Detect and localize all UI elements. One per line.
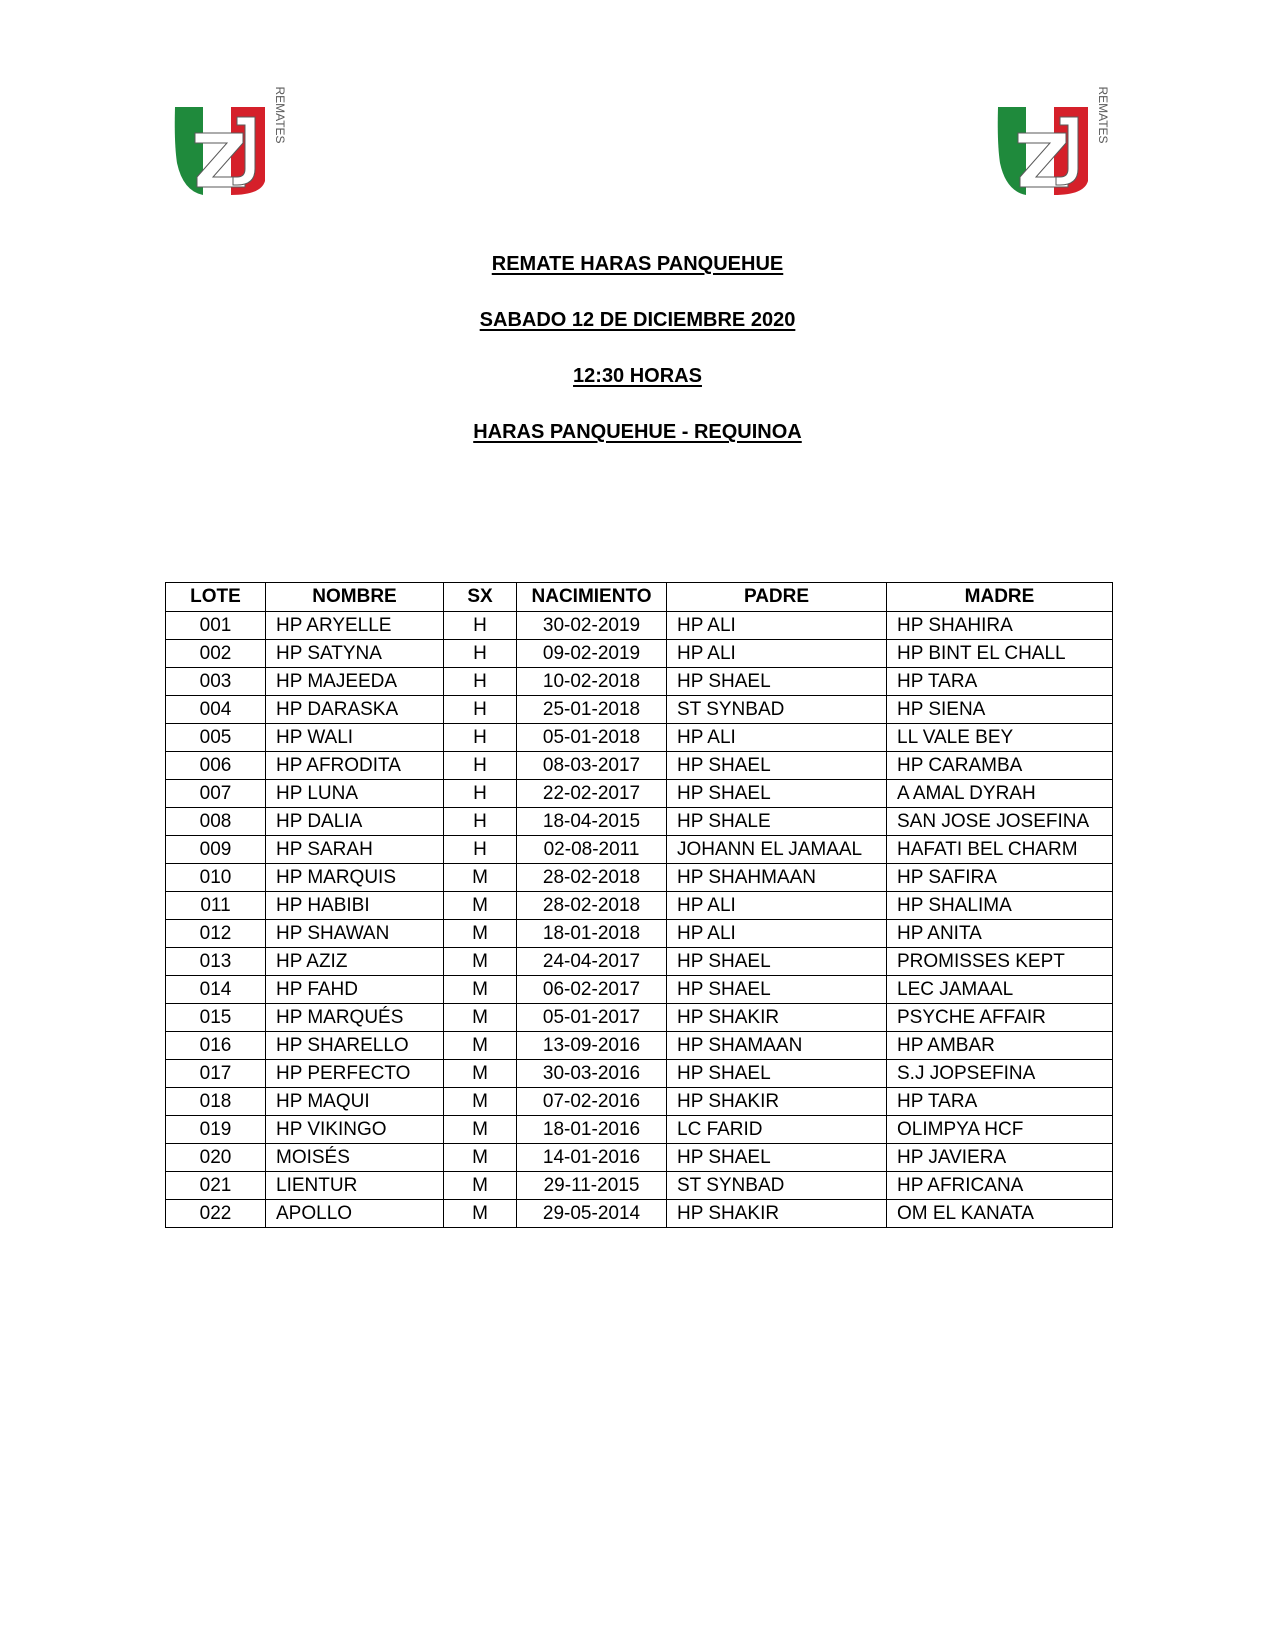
auction-date: SABADO 12 DE DICIEMBRE 2020 [479, 309, 796, 331]
table-row [166, 1088, 1113, 1116]
lote-cell: 016 [166, 1032, 266, 1060]
madre-cell: HP SHALIMA [887, 892, 1113, 920]
padre-cell: HP ALI [667, 640, 887, 668]
padre-cell: HP ALI [667, 920, 887, 948]
table-row [166, 1004, 1113, 1032]
table-row [166, 640, 1113, 668]
nombre-cell: HP SHAWAN [266, 920, 444, 948]
column-header-sx: SX [444, 583, 517, 612]
lote-cell: 011 [166, 892, 266, 920]
lote-cell: 012 [166, 920, 266, 948]
nombre-cell: HP VIKINGO [266, 1116, 444, 1144]
table-body [166, 612, 1113, 1228]
page-title: REMATE HARAS PANQUEHUE [491, 253, 784, 275]
madre-cell: PROMISSES KEPT [887, 948, 1113, 976]
sx-cell: M [444, 1004, 517, 1032]
padre-cell: HP SHAKIR [667, 1088, 887, 1116]
madre-cell: HP CARAMBA [887, 752, 1113, 780]
table-row [166, 1172, 1113, 1200]
lote-cell: 004 [166, 696, 266, 724]
nombre-cell: HP SARAH [266, 836, 444, 864]
nacimiento-cell: 28-02-2018 [517, 892, 667, 920]
lote-cell: 021 [166, 1172, 266, 1200]
sx-cell: H [444, 640, 517, 668]
nombre-cell: LIENTUR [266, 1172, 444, 1200]
nacimiento-cell: 10-02-2018 [517, 668, 667, 696]
padre-cell: HP ALI [667, 724, 887, 752]
sx-cell: M [444, 1200, 517, 1228]
nombre-cell: HP SHARELLO [266, 1032, 444, 1060]
nombre-cell: HP MAQUI [266, 1088, 444, 1116]
nacimiento-cell: 25-01-2018 [517, 696, 667, 724]
sx-cell: M [444, 892, 517, 920]
nombre-cell: HP ARYELLE [266, 612, 444, 640]
nacimiento-cell: 18-04-2015 [517, 808, 667, 836]
nombre-cell: HP PERFECTO [266, 1060, 444, 1088]
table-row [166, 752, 1113, 780]
nombre-cell: HP MAJEEDA [266, 668, 444, 696]
madre-cell: HP AFRICANA [887, 1172, 1113, 1200]
sx-cell: M [444, 948, 517, 976]
table-row [166, 808, 1113, 836]
lote-cell: 022 [166, 1200, 266, 1228]
sx-cell: M [444, 976, 517, 1004]
zj-remates-logo [173, 86, 287, 199]
madre-cell: PSYCHE AFFAIR [887, 1004, 1113, 1032]
nombre-cell: HP AFRODITA [266, 752, 444, 780]
lots-table [165, 582, 1113, 1228]
nacimiento-cell: 05-01-2018 [517, 724, 667, 752]
table-row [166, 612, 1113, 640]
nacimiento-cell: 30-03-2016 [517, 1060, 667, 1088]
nombre-cell: HP MARQUÉS [266, 1004, 444, 1032]
sx-cell: H [444, 808, 517, 836]
sx-cell: M [444, 1032, 517, 1060]
nacimiento-cell: 29-05-2014 [517, 1200, 667, 1228]
nacimiento-cell: 18-01-2016 [517, 1116, 667, 1144]
nombre-cell: HP MARQUIS [266, 864, 444, 892]
table-row [166, 1032, 1113, 1060]
padre-cell: HP SHAEL [667, 1060, 887, 1088]
padre-cell: HP SHAEL [667, 752, 887, 780]
table-row [166, 780, 1113, 808]
sx-cell: H [444, 780, 517, 808]
nacimiento-cell: 28-02-2018 [517, 864, 667, 892]
table-row [166, 1060, 1113, 1088]
sx-cell: H [444, 696, 517, 724]
nacimiento-cell: 24-04-2017 [517, 948, 667, 976]
nombre-cell: HP FAHD [266, 976, 444, 1004]
auction-location: HARAS PANQUEHUE - REQUINOA [473, 421, 802, 443]
lote-cell: 015 [166, 1004, 266, 1032]
nacimiento-cell: 07-02-2016 [517, 1088, 667, 1116]
lote-cell: 010 [166, 864, 266, 892]
sx-cell: M [444, 1088, 517, 1116]
nacimiento-cell: 29-11-2015 [517, 1172, 667, 1200]
nacimiento-cell: 06-02-2017 [517, 976, 667, 1004]
padre-cell: HP SHAEL [667, 668, 887, 696]
nacimiento-cell: 14-01-2016 [517, 1144, 667, 1172]
nombre-cell: HP WALI [266, 724, 444, 752]
nombre-cell: HP AZIZ [266, 948, 444, 976]
padre-cell: HP SHAEL [667, 948, 887, 976]
madre-cell: LL VALE BEY [887, 724, 1113, 752]
table-row [166, 948, 1113, 976]
column-header-nombre: NOMBRE [266, 583, 444, 612]
lote-cell: 005 [166, 724, 266, 752]
table-row [166, 1144, 1113, 1172]
sx-cell: H [444, 752, 517, 780]
nombre-cell: HP SATYNA [266, 640, 444, 668]
lote-cell: 020 [166, 1144, 266, 1172]
table-row [166, 836, 1113, 864]
sx-cell: H [444, 612, 517, 640]
sx-cell: H [444, 668, 517, 696]
table-row [166, 1200, 1113, 1228]
nacimiento-cell: 09-02-2019 [517, 640, 667, 668]
auction-time: 12:30 HORAS [573, 365, 702, 387]
nacimiento-cell: 08-03-2017 [517, 752, 667, 780]
nombre-cell: APOLLO [266, 1200, 444, 1228]
madre-cell: HP TARA [887, 1088, 1113, 1116]
padre-cell: HP SHAMAAN [667, 1032, 887, 1060]
table-row [166, 976, 1113, 1004]
madre-cell: HP SHAHIRA [887, 612, 1113, 640]
nombre-cell: HP LUNA [266, 780, 444, 808]
nacimiento-cell: 02-08-2011 [517, 836, 667, 864]
madre-cell: SAN JOSE JOSEFINA [887, 808, 1113, 836]
padre-cell: HP SHAKIR [667, 1200, 887, 1228]
padre-cell: HP SHAEL [667, 976, 887, 1004]
table-row [166, 724, 1113, 752]
table-header-row [166, 583, 1113, 612]
lote-cell: 013 [166, 948, 266, 976]
logo-text: REMATES [273, 86, 287, 144]
madre-cell: LEC JAMAAL [887, 976, 1113, 1004]
madre-cell: OLIMPYA HCF [887, 1116, 1113, 1144]
madre-cell: HP BINT EL CHALL [887, 640, 1113, 668]
padre-cell: HP SHALE [667, 808, 887, 836]
madre-cell: HP JAVIERA [887, 1144, 1113, 1172]
nombre-cell: HP DALIA [266, 808, 444, 836]
logo-left [173, 86, 287, 199]
table-row [166, 920, 1113, 948]
sx-cell: M [444, 1172, 517, 1200]
column-header-lote: LOTE [166, 583, 266, 612]
lote-cell: 001 [166, 612, 266, 640]
sx-cell: M [444, 1144, 517, 1172]
madre-cell: A AMAL DYRAH [887, 780, 1113, 808]
madre-cell: HP ANITA [887, 920, 1113, 948]
lote-cell: 003 [166, 668, 266, 696]
madre-cell: HP TARA [887, 668, 1113, 696]
sx-cell: H [444, 836, 517, 864]
logo-text: REMATES [1096, 86, 1110, 144]
zj-remates-logo [996, 86, 1110, 199]
column-header-madre: MADRE [887, 583, 1113, 612]
padre-cell: HP ALI [667, 612, 887, 640]
lote-cell: 009 [166, 836, 266, 864]
padre-cell: LC FARID [667, 1116, 887, 1144]
nombre-cell: HP HABIBI [266, 892, 444, 920]
padre-cell: HP SHAHMAAN [667, 864, 887, 892]
nacimiento-cell: 22-02-2017 [517, 780, 667, 808]
padre-cell: HP SHAEL [667, 1144, 887, 1172]
padre-cell: ST SYNBAD [667, 696, 887, 724]
madre-cell: OM EL KANATA [887, 1200, 1113, 1228]
lote-cell: 006 [166, 752, 266, 780]
lote-cell: 017 [166, 1060, 266, 1088]
lote-cell: 019 [166, 1116, 266, 1144]
madre-cell: HP AMBAR [887, 1032, 1113, 1060]
column-header-padre: PADRE [667, 583, 887, 612]
column-header-nacimiento: NACIMIENTO [517, 583, 667, 612]
sx-cell: M [444, 1116, 517, 1144]
sx-cell: M [444, 864, 517, 892]
nacimiento-cell: 30-02-2019 [517, 612, 667, 640]
lote-cell: 002 [166, 640, 266, 668]
padre-cell: HP ALI [667, 892, 887, 920]
padre-cell: HP SHAKIR [667, 1004, 887, 1032]
table-row [166, 696, 1113, 724]
lote-cell: 014 [166, 976, 266, 1004]
madre-cell: HP SIENA [887, 696, 1113, 724]
sx-cell: M [444, 1060, 517, 1088]
table-row [166, 864, 1113, 892]
table-row [166, 668, 1113, 696]
nombre-cell: HP DARASKA [266, 696, 444, 724]
padre-cell: ST SYNBAD [667, 1172, 887, 1200]
nacimiento-cell: 13-09-2016 [517, 1032, 667, 1060]
table-row [166, 892, 1113, 920]
padre-cell: JOHANN EL JAMAAL [667, 836, 887, 864]
lote-cell: 007 [166, 780, 266, 808]
madre-cell: HAFATI BEL CHARM [887, 836, 1113, 864]
sx-cell: H [444, 724, 517, 752]
lote-cell: 008 [166, 808, 266, 836]
lote-cell: 018 [166, 1088, 266, 1116]
table-row [166, 1116, 1113, 1144]
logo-right [996, 86, 1110, 199]
madre-cell: S.J JOPSEFINA [887, 1060, 1113, 1088]
sx-cell: M [444, 920, 517, 948]
document-header [0, 252, 1275, 476]
madre-cell: HP SAFIRA [887, 864, 1113, 892]
nombre-cell: MOISÉS [266, 1144, 444, 1172]
nacimiento-cell: 18-01-2018 [517, 920, 667, 948]
padre-cell: HP SHAEL [667, 780, 887, 808]
nacimiento-cell: 05-01-2017 [517, 1004, 667, 1032]
